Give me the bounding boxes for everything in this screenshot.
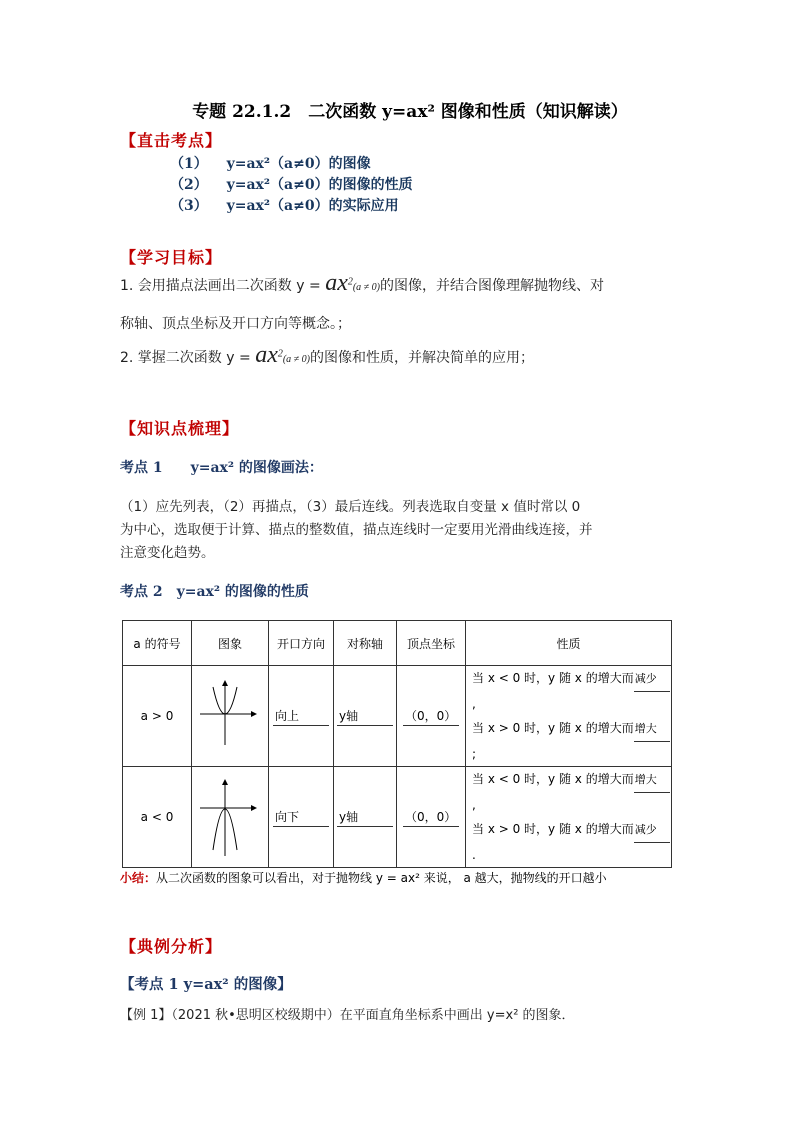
summary [120,869,607,886]
goal-1-line-1 [120,270,604,297]
kaodian-num: （1） [170,156,208,172]
point1-text-3: 注意变化趋势。 [120,545,215,561]
property-value: 减少 [634,818,670,843]
kaodian-item-1 [170,153,371,173]
property-line-1 [472,767,671,817]
open-cell [269,767,334,868]
graph-cell [192,666,269,767]
header-axis: 对称轴 [334,621,397,666]
graph-cell [192,767,269,868]
goal-1-pre: 1. 会用描点法画出二次函数 y = [120,278,326,294]
section-knowledge: 【知识点梳理】 [120,419,240,438]
formula-ax: ax [325,270,348,296]
kaodian-item-3 [170,195,399,215]
formula-exp: 2 [347,276,353,288]
vertex-cell [397,666,466,767]
property-text: 当 x < 0 时，y 随 x 的增大而 [472,772,634,786]
property-line-2 [472,716,671,766]
parabola-up-graph [192,667,268,763]
goal-2-pre: 2. 掌握二次函数 y = [120,350,256,366]
section-kaodian: 【直击考点】 [120,131,223,150]
goal-1-line-2: 称轴、顶点坐标及开口方向等概念。； [120,316,351,332]
table-header-row [123,621,672,666]
formula-exp: 2 [277,348,283,360]
vertex-value: （0，0） [403,808,459,827]
property-value: 减少 [634,667,670,692]
axis-value: y轴 [337,707,393,726]
summary-label: 小结： [120,871,157,885]
kaodian-num: （3） [170,198,208,214]
formula-ax: ax [255,342,278,368]
axis-cell [334,767,397,868]
example-heading: 【考点 1 y=ax² 的图像】 [120,976,292,993]
property-end: . [472,848,476,862]
section-goals: 【学习目标】 [120,248,223,267]
parabola-down-graph [192,768,268,864]
open-cell [269,666,334,767]
section-examples: 【典例分析】 [120,937,223,956]
axis-cell [334,666,397,767]
kaodian-text: y=ax²（a≠0）的实际应用 [226,198,399,214]
property-end: ; [472,747,477,761]
property-value: 增大 [634,768,670,793]
property-text: 当 x > 0 时，y 随 x 的增大而 [472,822,634,836]
point1-text-2: 为中心，选取便于计算、描点的整数值，描点连线时一定要用光滑曲线连接，并 [120,522,593,538]
sign-cell: a > 0 [123,666,192,767]
property-cell [466,666,672,767]
kaodian-text: y=ax²（a≠0）的图像的性质 [226,177,413,193]
header-sign: a 的符号 [123,621,192,666]
property-line-2 [472,817,671,867]
header-open: 开口方向 [269,621,334,666]
header-vertex: 顶点坐标 [397,621,466,666]
open-value: 向下 [273,808,329,827]
property-text: 当 x < 0 时，y 随 x 的增大而 [472,671,634,685]
formula-cond: (a ≠ 0) [282,354,310,365]
goal-1-post: 的图像，并结合图像理解抛物线、对 [380,278,604,294]
properties-table [122,620,672,868]
summary-text: 从二次函数的图象可以看出，对于抛物线 y = ax² 来说， a 越大，抛物线的开口越小 [156,871,607,885]
property-end: , [472,798,476,812]
goal-2-post: 的图像和性质，并解决简单的应用； [310,350,534,366]
axis-value: y轴 [337,808,393,827]
property-line-1 [472,666,671,716]
property-cell [466,767,672,868]
page-title: 专题 22.1.2 二次函数 y=ax² 图像和性质（知识解读） [192,102,628,122]
table-row [123,666,672,767]
point2-heading: 考点 2 y=ax² 的图像的性质 [120,584,309,600]
open-value: 向上 [273,707,329,726]
property-text: 当 x > 0 时，y 随 x 的增大而 [472,721,634,735]
header-graph: 图象 [192,621,269,666]
kaodian-item-2 [170,174,413,194]
property-value: 增大 [634,717,670,742]
kaodian-num: （2） [170,177,208,193]
header-property: 性质 [466,621,672,666]
example-1: 【例 1】（2021 秋•思明区校级期中）在平面直角坐标系中画出 y=x² 的图象． [120,1008,575,1023]
formula-cond: (a ≠ 0) [352,282,380,293]
vertex-value: （0，0） [403,707,459,726]
sign-cell: a < 0 [123,767,192,868]
table-row [123,767,672,868]
kaodian-text: y=ax²（a≠0）的图像 [226,156,371,172]
point1-text-1: （1）应先列表，（2）再描点，（3）最后连线。列表选取自变量 x 值时常以 0 [120,499,581,515]
property-end: , [472,697,476,711]
point1-heading: 考点 1 y=ax² 的图像画法： [120,460,323,476]
goal-2 [120,342,534,369]
vertex-cell [397,767,466,868]
